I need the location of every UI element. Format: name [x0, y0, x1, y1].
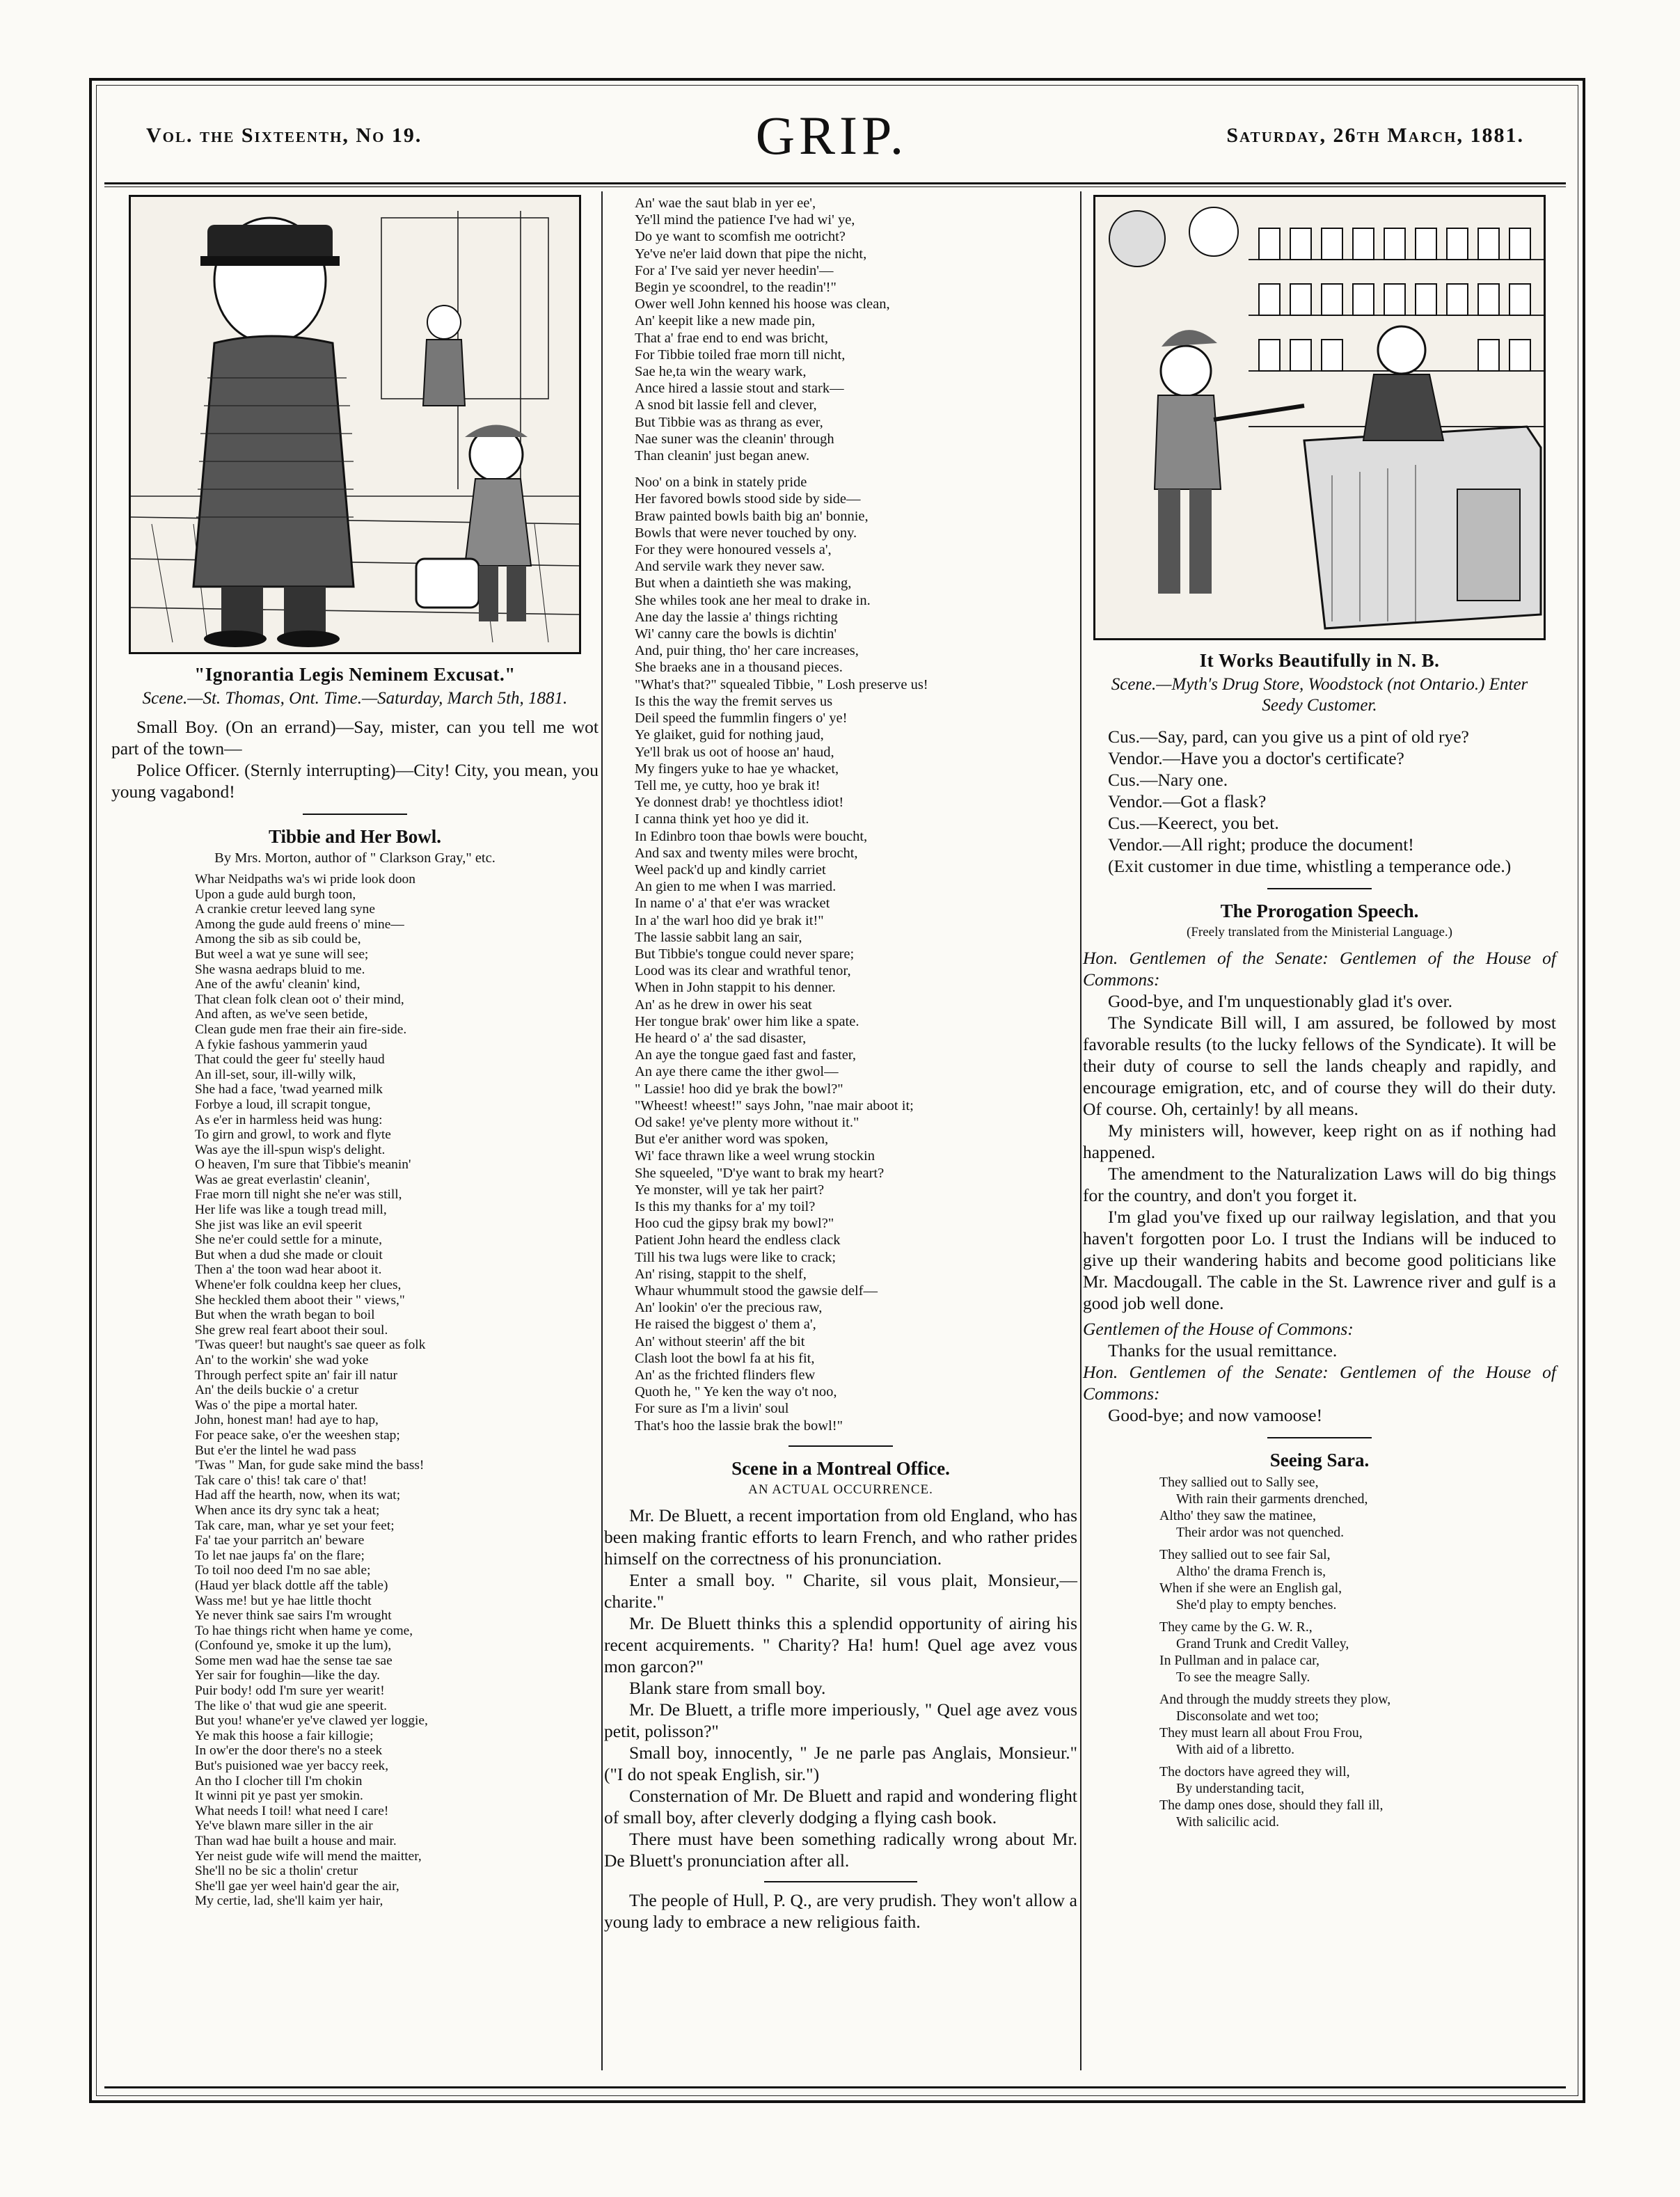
poem-line: John, honest man! had aye to hap,	[195, 1413, 379, 1428]
separator	[764, 1881, 917, 1882]
poem-line: When ance its dry sync tak a heat;	[195, 1502, 380, 1518]
poem-line: An ill-set, sour, ill-willy wilk,	[195, 1067, 356, 1082]
poem-line: What needs I toil! what need I care!	[195, 1803, 389, 1818]
poem-line: They must learn all about Frou Frou,	[1159, 1725, 1363, 1740]
poem-line: An' the deils buckie o' a cretur	[195, 1383, 359, 1398]
paragraph: Good-bye, and I'm unquestionably glad it's over.	[1108, 991, 1453, 1011]
newspaper-title: GRIP.	[755, 105, 908, 166]
poem-line: An' rising, stappit to the shelf,	[635, 1266, 807, 1282]
paragraph: Vendor.—Have you a doctor's certificate?	[1108, 748, 1404, 768]
poem-line: For sure as I'm a livin' soul	[635, 1401, 789, 1417]
poem-line: But Tibbie's tongue could never spare;	[635, 946, 855, 962]
poem-line: Than cleanin' just began anew.	[635, 448, 810, 464]
poem-line: Yer sair for foughin—like the day.	[195, 1668, 381, 1683]
poem-line: He heard o' a' the sad disaster,	[635, 1030, 807, 1046]
poem-line: My fingers yuke to hae ye whacket,	[635, 761, 839, 777]
poem-line: The damp ones dose, should they fall ill,	[1159, 1798, 1384, 1813]
poem-line: To see the meagre Sally.	[1176, 1669, 1310, 1685]
separator	[1267, 888, 1372, 889]
poem-line: To girn and growl, to work and flyte	[195, 1127, 391, 1143]
poem-line: In Pullman and in palace car,	[1159, 1653, 1320, 1668]
poem-line: Then a' the toon wad hear aboot it.	[195, 1262, 382, 1278]
paragraph: (Exit customer in due time, whistling a temperance ode.)	[1108, 856, 1512, 876]
montreal-story	[604, 1505, 1077, 1871]
poem-line: Od sake! ye've plenty more without it."	[635, 1114, 859, 1130]
poem-line: The lassie sabbit lang an sair,	[635, 929, 802, 945]
cartoon1-text-1: Small Boy. (On an errand)—Say, mister, can you tell me wot part of the town—	[111, 717, 599, 759]
poem-line: 'Twas " Man, for gude sake mind the bass!	[195, 1458, 425, 1473]
poem-line: Through perfect spite an' fair ill natur	[195, 1367, 398, 1383]
paragraph: The Syndicate Bill will, I am assured, be followed by most favorable results (to the lucky fellows of the Syndicate). It will be their duty of course to sell the lands cheaply and rapidly, and encourage emigration, etc, and of course they will do their duty. Of course. Oh, certainly! by all means.	[1083, 1013, 1556, 1119]
poem-line: Bowls that were never touched by ony.	[635, 525, 857, 541]
poem-line: They sallied out to see fair Sal,	[1159, 1547, 1331, 1562]
poem-line: And aften, as we've seen betide,	[195, 1007, 368, 1022]
poem-line: O heaven, I'm sure that Tibbie's meanin'	[195, 1157, 411, 1173]
poem-line: Deil speed the fummlin fingers o' ye!	[635, 711, 848, 727]
poem-line: Her life was like a tough tread mill,	[195, 1203, 387, 1218]
closing-line: Good-bye; and now vamoose!	[1108, 1405, 1323, 1425]
cartoon1-caption: "Ignorantia Legis Neminem Excusat."	[194, 664, 516, 685]
poem-line: " Lassie! hoo did ye brak the bowl?"	[635, 1081, 843, 1097]
cartoon-drug-store	[1093, 195, 1546, 640]
poem-line: And sax and twenty miles were brocht,	[635, 845, 858, 861]
poem-line: Noo' on a bink in stately pride	[635, 475, 807, 491]
poem-line: An' keepit like a new made pin,	[635, 313, 816, 329]
poem-line: The doctors have agreed they will,	[1159, 1764, 1350, 1779]
poem-line: She'll no be sic a tholin' cretur	[195, 1864, 358, 1879]
tibbie-poem-part3	[604, 474, 1077, 1434]
poem-line: To hae things richt when hame ye come,	[195, 1623, 413, 1638]
poem-line: She'll gae yer weel hain'd gear the air,	[195, 1878, 399, 1894]
poem-line: She heckled them aboot their " views,"	[195, 1292, 405, 1308]
sara-poem	[1083, 1474, 1556, 1830]
paragraph: Mr. De Bluett, a recent importation from old England, who has been making frantic efforts to learn French, and who rather prides himself on the correctness of his pronunciation.	[604, 1505, 1077, 1569]
poem-line: An tho I clocher till I'm chokin	[195, 1773, 363, 1788]
poem-line: Till his twa lugs were like to crack;	[635, 1249, 837, 1265]
poem-line: For Tibbie toiled frae morn till nicht,	[635, 347, 846, 363]
poem-line: Ye never think sae sairs I'm wrought	[195, 1608, 392, 1624]
sara-stanza	[1159, 1474, 1556, 1541]
paragraph: Cus.—Nary one.	[1108, 770, 1228, 790]
paragraph: Mr. De Bluett thinks this a splendid opportunity of airing his recent acquirements. " Charity? Ha! hum! Quel age avez vous mon garcon?"	[604, 1612, 1077, 1676]
poem-line: Braw painted bowls baith big an' bonnie,	[635, 508, 869, 524]
poem-line: To toil noo deed I'm no sae able;	[195, 1563, 371, 1578]
tibbie-poem-part2	[604, 195, 1077, 464]
poem-line: She ne'er could settle for a minute,	[195, 1232, 382, 1248]
poem-line: Ye glaiket, guid for nothing jaud,	[635, 727, 824, 743]
poem-line: She wasna aedraps bluid to me.	[195, 962, 365, 977]
separator	[789, 1445, 893, 1447]
poem-line: Altho' the drama French is,	[1176, 1564, 1326, 1579]
paragraph: I'm glad you've fixed up our railway legislation, and that you haven't forgotten poor Lo. I trust the Indians will be induced to give up their wandering habits and become good politicians like Mr. Macdougall. The cable in the St. Lawrence river and gulf is a good job well done.	[1083, 1207, 1556, 1313]
tibbie-byline: By Mrs. Morton, author of " Clarkson Gray," etc.	[214, 850, 496, 866]
poem-line: Had aff the hearth, now, when its wat;	[195, 1488, 401, 1503]
poem-line: Begin ye scoondrel, to the readin'!"	[635, 280, 837, 296]
cartoon1-scene: Scene.—St. Thomas, Ont. Time.—Saturday, March 5th, 1881.	[142, 689, 568, 708]
montreal-subtitle: AN ACTUAL OCCURRENCE.	[748, 1482, 933, 1497]
tibbie-title: Tibbie and Her Bowl.	[268, 826, 442, 847]
volume-number: Vol. the Sixteenth, No 19.	[146, 124, 422, 147]
poem-line: The like o' that wud gie ane speerit.	[195, 1698, 387, 1713]
prorogation-note: (Freely translated from the Ministerial Language.)	[1187, 925, 1452, 939]
cartoon2-scene: Scene.—Myth's Drug Store, Woodstock (not Ontario.) Enter Seedy Customer.	[1111, 675, 1528, 715]
poem-line: For peace sake, o'er the weeshen stap;	[195, 1427, 400, 1443]
hull-paragraph: The people of Hull, P. Q., are very prudish. They won't allow a young lady to embrace a new religious faith.	[604, 1889, 1077, 1932]
poem-line: Clash loot the bowl fa at his fit,	[635, 1350, 815, 1366]
poem-line: My certie, lad, she'll kaim yer hair,	[195, 1894, 383, 1909]
poem-line: Grand Trunk and Credit Valley,	[1176, 1636, 1349, 1651]
poem-line: In Edinbro toon thae bowls were boucht,	[635, 828, 868, 844]
poem-line: Than wad hae built a house and mair.	[195, 1834, 397, 1848]
paragraph: There must have been something radically wrong about Mr. De Bluett's pronunciation after all.	[604, 1828, 1077, 1871]
tibbie-poem-part1	[111, 872, 599, 1909]
poem-line: Some men wad hae the sense tae sae	[195, 1653, 393, 1668]
poem-line: Wi' canny care the bowls is dichtin'	[635, 626, 837, 642]
address-senate: Hon. Gentlemen of the Senate: Gentlemen of the House of Commons:	[1083, 948, 1556, 990]
poem-line: She jist was like an evil speerit	[195, 1217, 363, 1232]
poem-line: But when the wrath began to boil	[195, 1308, 375, 1323]
poem-line: In name o' a' that e'er was wracket	[635, 896, 830, 912]
poem-line: 'Twas queer! but naught's sae queer as folk	[195, 1338, 426, 1353]
poem-line: He raised the biggest o' them a',	[635, 1317, 816, 1333]
poem-line: Whaur whummult stood the gawsie delf—	[635, 1283, 878, 1299]
paragraph: Blank stare from small boy.	[629, 1677, 826, 1698]
paragraph: Cus.—Keerect, you bet.	[1108, 813, 1279, 833]
poem-line: For they were honoured vessels a',	[635, 542, 832, 558]
poem-line: To let nae jaups fa' on the flare;	[195, 1548, 365, 1563]
poem-line: Tell me, ye cutty, hoo ye brak it!	[635, 777, 821, 793]
sara-stanza	[1159, 1691, 1556, 1758]
poem-line: Frae morn till night she ne'er was still,	[195, 1187, 402, 1203]
paragraph: Vendor.—All right; produce the document!	[1108, 834, 1414, 855]
masthead	[97, 104, 1566, 174]
poem-line: Ane day the lassie a' things richting	[635, 609, 838, 625]
paragraph: Small boy, innocently, " Je ne parle pas Anglais, Monsieur." ("I do not speak English, sir.")	[604, 1742, 1077, 1784]
column-3	[1083, 195, 1556, 1836]
poem-line: Among the gude auld freens o' mine—	[195, 917, 404, 932]
poem-line: An' lookin' o'er the precious raw,	[635, 1300, 823, 1316]
poem-line: Nae suner was the cleanin' through	[635, 431, 834, 447]
poem-line: Altho' they saw the matinee,	[1159, 1508, 1316, 1523]
sara-stanza	[1159, 1619, 1556, 1686]
poem-line: Forbye a loud, ill scrapit tongue,	[195, 1097, 371, 1112]
paragraph: Consternation of Mr. De Bluett and rapid and wondering flight of small boy, after cleverly dodging a flying cash book.	[604, 1785, 1077, 1827]
poem-line: Quoth he, " Ye ken the way o't noo,	[635, 1384, 837, 1400]
poem-line: Their ardor was not quenched.	[1176, 1525, 1345, 1540]
cartoon2-caption: It Works Beautifully in N. B.	[1199, 650, 1440, 671]
poem-line: She braeks ane in a thousand pieces.	[635, 660, 843, 676]
poem-line: By understanding tacit,	[1176, 1781, 1305, 1796]
poem-line: And servile wark they never saw.	[635, 559, 825, 575]
poem-line: Ye donnest drab! ye thochtless idiot!	[635, 795, 844, 811]
poem-line: Is this my thanks for a' my toil?	[635, 1198, 816, 1214]
column-1	[111, 195, 599, 1909]
poem-line: For a' I've said yer never heedin'—	[635, 262, 834, 278]
poem-line: They came by the G. W. R.,	[1159, 1619, 1313, 1635]
poem-line: Ane of the awfu' cleanin' kind,	[195, 977, 360, 992]
poem-line: She had a face, 'twad yearned milk	[195, 1082, 383, 1097]
poem-line: When in John stappit to his denner.	[635, 980, 836, 996]
poem-line: Whene'er folk couldna keep her clues,	[195, 1278, 402, 1293]
poem-line: She whiles took ane her meal to drake in.	[635, 592, 871, 608]
paragraph: The amendment to the Naturalization Laws will do big things for the country, and don't you forget it.	[1083, 1164, 1556, 1205]
poem-line: But weel a wat ye sune will see;	[195, 946, 369, 962]
poem-line: Patient John heard the endless clack	[635, 1232, 841, 1248]
poem-line: Ye've blawn mare siller in the air	[195, 1818, 373, 1834]
poem-line: Puir body! odd I'm sure yer wearit!	[195, 1683, 385, 1699]
poem-line: Tak care o' this! tak care o' that!	[195, 1473, 367, 1488]
poem-line: "What's that?" squealed Tibbie, " Losh preserve us!	[635, 676, 928, 692]
montreal-title: Scene in a Montreal Office.	[731, 1457, 950, 1479]
column-divider-1	[601, 191, 603, 2070]
poem-line: She'd play to empty benches.	[1176, 1597, 1337, 1612]
poem-line: That's hoo the lassie brak the bowl!"	[635, 1418, 843, 1434]
sara-stanza	[1159, 1546, 1556, 1613]
poem-line: "Wheest! wheest!" says John, "nae mair aboot it;	[635, 1097, 914, 1113]
poem-line: An' to the workin' she wad yoke	[195, 1353, 369, 1367]
page-bottom-rule	[104, 2086, 1566, 2088]
poem-line: And, puir thing, tho' her care increases,	[635, 643, 859, 659]
paragraph: Mr. De Bluett, a trifle more imperiously, " Quel age avez vous petit, polisson?"	[604, 1699, 1077, 1741]
poem-line: Yer neist gude wife will mend the maitter,	[195, 1848, 422, 1864]
poem-line: That a' frae end to end was bricht,	[635, 330, 829, 346]
poem-line: Among the sib as sib could be,	[195, 932, 361, 947]
poem-line: Is this the way the fremit serves us	[635, 693, 833, 709]
poem-line: An' as the frichted flinders flew	[635, 1367, 816, 1383]
poem-line: It winni pit ye past yer smokin.	[195, 1788, 363, 1804]
poem-line: Clean gude men frae their ain fire-side.	[195, 1022, 407, 1037]
poem-line: As e'er in harmless heid was hung:	[195, 1112, 383, 1127]
poem-line: Disconsolate and wet too;	[1176, 1708, 1319, 1724]
poem-line: Ance hired a lassie stout and stark—	[635, 381, 844, 397]
separator	[303, 814, 407, 815]
poem-line: An aye the tongue gaed fast and faster,	[635, 1047, 856, 1063]
poem-line: Weel pack'd up and kindly carriet	[635, 862, 826, 878]
poem-line: Was ae great everlastin' cleanin',	[195, 1172, 370, 1187]
poem-line: Wass me! but ye hae little thocht	[195, 1593, 372, 1608]
poem-line: Fa' tae your parritch an' beware	[195, 1533, 365, 1548]
poem-line: Was o' the pipe a mortal hater.	[195, 1397, 358, 1413]
poem-line: She squeeled, "D'ye want to brak my heart?	[635, 1165, 885, 1181]
poem-line: (Confound ye, smoke it up the lum),	[195, 1638, 392, 1653]
poem-line: In ow'er the door there's no a steek	[195, 1743, 383, 1759]
poem-line: Ower well John kenned his hoose was clean,	[635, 296, 890, 312]
paragraph: Cus.—Say, pard, can you give us a pint of old rye?	[1108, 727, 1469, 747]
poem-line: With aid of a libretto.	[1176, 1742, 1295, 1757]
poem-line: Sae he,ta win the weary wark,	[635, 364, 807, 380]
poem-line: Wi' face thrawn like a weel wrung stockin	[635, 1148, 875, 1164]
poem-line: But when a daintieth she was making,	[635, 576, 852, 592]
address-both: Hon. Gentlemen of the Senate: Gentlemen of the House of Commons:	[1083, 1362, 1556, 1404]
poem-line: I canna think yet hoo ye did it.	[635, 811, 809, 827]
poem-line: An aye there came the ither gwol—	[635, 1064, 839, 1080]
poem-line: But e'er the lintel he wad pass	[195, 1443, 356, 1458]
drug-store-dialogue	[1083, 726, 1556, 877]
prorogation-title: The Prorogation Speech.	[1220, 901, 1419, 921]
poem-line: But e'er anither word was spoken,	[635, 1132, 829, 1148]
poem-line: Her favored bowls stood side by side—	[635, 491, 861, 507]
paragraph: Enter a small boy. " Charite, sil vous plait, Monsieur,—charite."	[604, 1569, 1077, 1612]
poem-line: And through the muddy streets they plow,	[1159, 1692, 1391, 1707]
poem-line: But Tibbie was as thrang as ever,	[635, 414, 823, 430]
poem-line: An' as he drew in ower his seat	[635, 997, 812, 1013]
column-2	[604, 195, 1077, 1933]
poem-line: Ye'll brak us oot of hoose an' haud,	[635, 744, 834, 760]
poem-line: A fykie fashous yammerin yaud	[195, 1037, 367, 1052]
poem-line: A snod bit lassie fell and clever,	[635, 397, 817, 413]
poem-line: A crankie cretur leeved lang syne	[195, 902, 375, 917]
poem-line: When if she were an English gal,	[1159, 1580, 1342, 1596]
poem-line: Ye monster, will ye tak her pairt?	[635, 1182, 825, 1198]
poem-line: In a' the warl hoo did ye brak it!"	[635, 912, 824, 928]
poem-line: That could the geer fu' steelly haud	[195, 1052, 385, 1068]
poem-line: Whar Neidpaths wa's wi pride look doon	[195, 872, 415, 887]
address-commons: Gentlemen of the House of Commons:	[1083, 1319, 1354, 1339]
masthead-rule	[104, 182, 1566, 184]
poem-line: They sallied out to Sally see,	[1159, 1475, 1319, 1490]
poem-line: (Haud yer black dottle aff the table)	[195, 1578, 388, 1593]
poem-line: Her tongue brak' ower him like a spate.	[635, 1013, 859, 1029]
poem-line: Was aye the ill-spun wisp's delight.	[195, 1142, 386, 1157]
thanks-line: Thanks for the usual remittance.	[1108, 1340, 1338, 1361]
cartoon-police-officer	[129, 195, 581, 654]
poem-line: But's puisioned wae yer baccy reek,	[195, 1759, 389, 1774]
poem-line: Hoo cud the gipsy brak my bowl?"	[635, 1216, 834, 1232]
sara-title: Seeing Sara.	[1269, 1450, 1370, 1470]
poem-line: Tak care, man, whar ye set your feet;	[195, 1518, 395, 1533]
poem-line: Upon a gude auld burgh toon,	[195, 887, 356, 902]
poem-line: Lood was its clear and wrathful tenor,	[635, 963, 851, 979]
poem-line: But when a dud she made or clouit	[195, 1247, 383, 1262]
poem-line: That clean folk clean oot o' their mind,	[195, 992, 404, 1007]
column-divider-2	[1080, 191, 1081, 2070]
issue-date: Saturday, 26th March, 1881.	[1226, 124, 1524, 147]
poem-line: Ye've ne'er laid down that pipe the nicht,	[635, 246, 867, 262]
paragraph: Vendor.—Got a flask?	[1108, 791, 1267, 811]
poem-line: With rain their garments drenched,	[1176, 1491, 1368, 1507]
poem-line: Ye'll mind the patience I've had wi' ye,	[635, 212, 855, 228]
poem-line: An' without steerin' aff the bit	[635, 1333, 805, 1349]
paragraph: My ministers will, however, keep right on as if nothing had happened.	[1083, 1120, 1556, 1162]
poem-line: Do ye want to scomfish me ootricht?	[635, 229, 846, 245]
poem-line: With salicilic acid.	[1176, 1814, 1280, 1830]
prorogation-body	[1083, 990, 1556, 1314]
separator	[1267, 1437, 1372, 1438]
cartoon1-text-2: Police Officer. (Sternly interrupting)—City! City, you mean, you young vagabond!	[111, 760, 599, 802]
poem-line: Ye mak this hoose a fair killogie;	[195, 1728, 374, 1743]
poem-line: She grew real feart aboot their soul.	[195, 1322, 388, 1338]
poem-line: But you! whane'er ye've clawed yer loggie,	[195, 1713, 428, 1729]
poem-line: An gien to me when I was married.	[635, 879, 837, 895]
poem-line: An' wae the saut blab in yer ee',	[635, 196, 816, 211]
sara-stanza	[1159, 1763, 1556, 1830]
